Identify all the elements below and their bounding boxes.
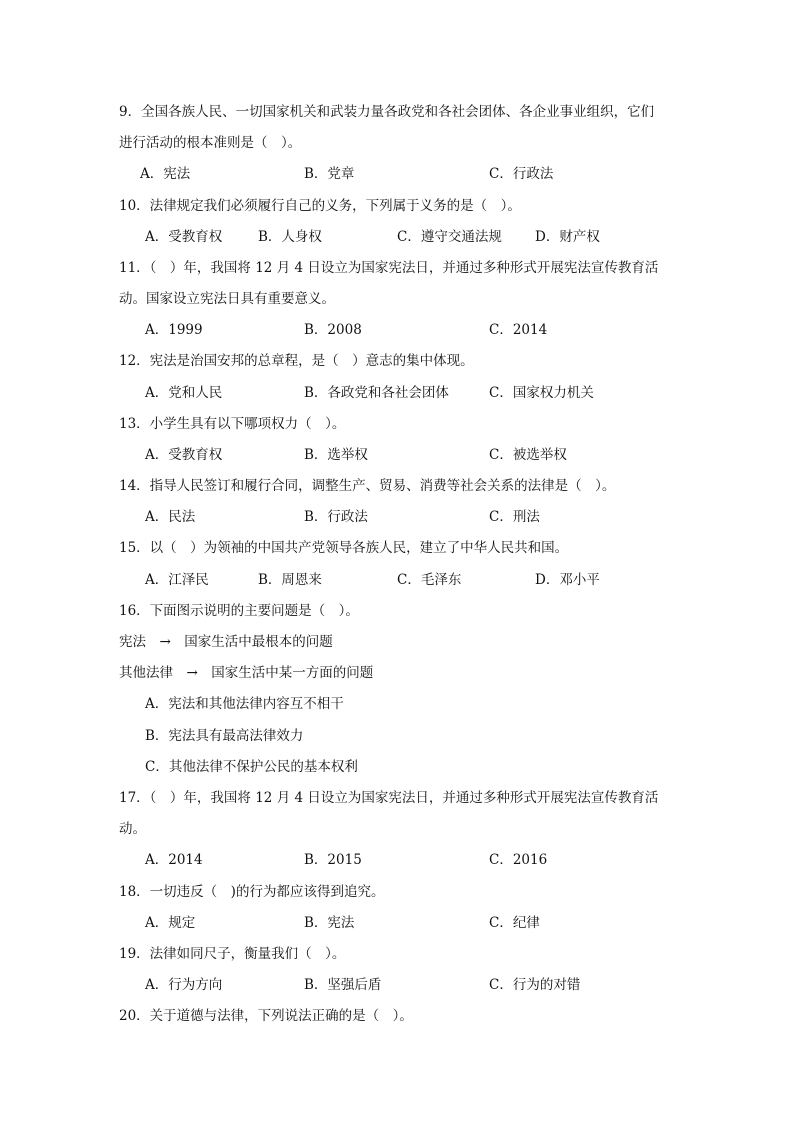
- option-d: D．邓小平: [535, 572, 600, 588]
- question-14-line-1: 14．指导人民签订和履行合同，调整生产、贸易、消费等社会关系的法律是（ ）。: [119, 478, 616, 494]
- question-9-options: [0, 165, 794, 183]
- question-18-options: [0, 914, 794, 932]
- option-b: B．行政法: [304, 509, 368, 525]
- diagram-line-other-laws: 其他法律 → 国家生活中某一方面的问题: [119, 665, 374, 681]
- question-19-line-1: 19．法律如同尺子，衡量我们（ ）。: [119, 946, 346, 962]
- question-19-options: [0, 976, 794, 994]
- question-15-line-1: 15．以（ ）为领袖的中国共产党领导各族人民，建立了中华人民共和国。: [119, 540, 569, 556]
- question-12-line-1: 12．宪法是治国安邦的总章程，是（ ）意志的集中体现。: [119, 353, 474, 369]
- option-c: C．被选举权: [489, 447, 567, 463]
- option-c: C．刑法: [489, 509, 540, 525]
- option-a: A．2014: [145, 852, 203, 868]
- option-b: B．宪法: [304, 915, 355, 931]
- option-a: A．宪法: [140, 166, 191, 182]
- option-c: C．行政法: [489, 166, 554, 182]
- option-a: A．规定: [145, 915, 196, 931]
- question-11-line-2: 动。国家设立宪法日具有重要意义。: [119, 291, 335, 307]
- option-a: A．江泽民: [145, 572, 209, 588]
- question-17-options: [0, 851, 794, 869]
- question-16-line-1: 16．下面图示说明的主要问题是（ ）。: [119, 603, 359, 619]
- option-c: C．遵守交通法规: [397, 229, 502, 245]
- option-b: B．2008: [304, 322, 362, 338]
- question-13-line-1: 13．小学生具有以下哪项权力（ ）。: [119, 416, 346, 432]
- option-c: C．纪律: [489, 915, 540, 931]
- option-c: C．毛泽东: [397, 572, 462, 588]
- option-b: B．各政党和各社会团体: [304, 385, 449, 401]
- question-18-line-1: 18．一切违反（ )的行为都应该得到追究。: [119, 884, 385, 900]
- question-17-line-2: 动。: [119, 821, 146, 837]
- option-c: C．国家权力机关: [489, 385, 594, 401]
- option-b: B．周恩来: [258, 572, 322, 588]
- option-a: A．行为方向: [145, 977, 223, 993]
- option-a: A．党和人民: [145, 385, 223, 401]
- option-a: A．民法: [145, 509, 196, 525]
- question-13-options: [0, 446, 794, 464]
- question-15-options: [0, 571, 794, 589]
- option-a: A．1999: [145, 322, 203, 338]
- option-d: D．财产权: [535, 229, 600, 245]
- question-14-options: [0, 508, 794, 526]
- question-17-line-1: 17．（ ）年，我国将 12 月 4 日设立为国家宪法日，并通过多种形式开展宪法宣传教育活: [119, 790, 659, 806]
- option-a: A．受教育权: [145, 447, 223, 463]
- question-10-options: [0, 228, 794, 246]
- option-c: C．2016: [489, 852, 548, 868]
- option-b: B．宪法具有最高法律效力: [145, 728, 304, 744]
- option-b: B．党章: [304, 166, 355, 182]
- option-b: B．坚强后盾: [304, 977, 382, 993]
- question-9-line-1: 9．全国各族人民、一切国家机关和武装力量各政党和各社会团体、各企业事业组织，它们: [119, 104, 655, 120]
- question-20-line-1: 20．关于道德与法律，下列说法正确的是（ ）。: [119, 1008, 413, 1024]
- question-12-options: [0, 384, 794, 402]
- option-c: C．其他法律不保护公民的基本权利: [145, 759, 358, 775]
- option-b: B．选举权: [304, 447, 368, 463]
- option-a: A．宪法和其他法律内容互不相干: [145, 696, 344, 712]
- question-11-line-1: 11．（ ）年，我国将 12 月 4 日设立为国家宪法日，并通过多种形式开展宪法宣传教育活: [119, 260, 659, 276]
- question-10-line-1: 10．法律规定我们必须履行自己的义务，下列属于义务的是（ ）。: [119, 198, 521, 214]
- option-c: C．2014: [489, 322, 548, 338]
- option-c: C．行为的对错: [489, 977, 581, 993]
- option-b: B．2015: [304, 852, 362, 868]
- diagram-line-constitution: 宪法 → 国家生活中最根本的问题: [119, 634, 333, 650]
- question-11-options: [0, 321, 794, 339]
- option-b: B．人身权: [258, 229, 322, 245]
- option-a: A．受教育权: [145, 229, 223, 245]
- question-9-line-2: 进行活动的根本准则是（ ）。: [119, 135, 302, 151]
